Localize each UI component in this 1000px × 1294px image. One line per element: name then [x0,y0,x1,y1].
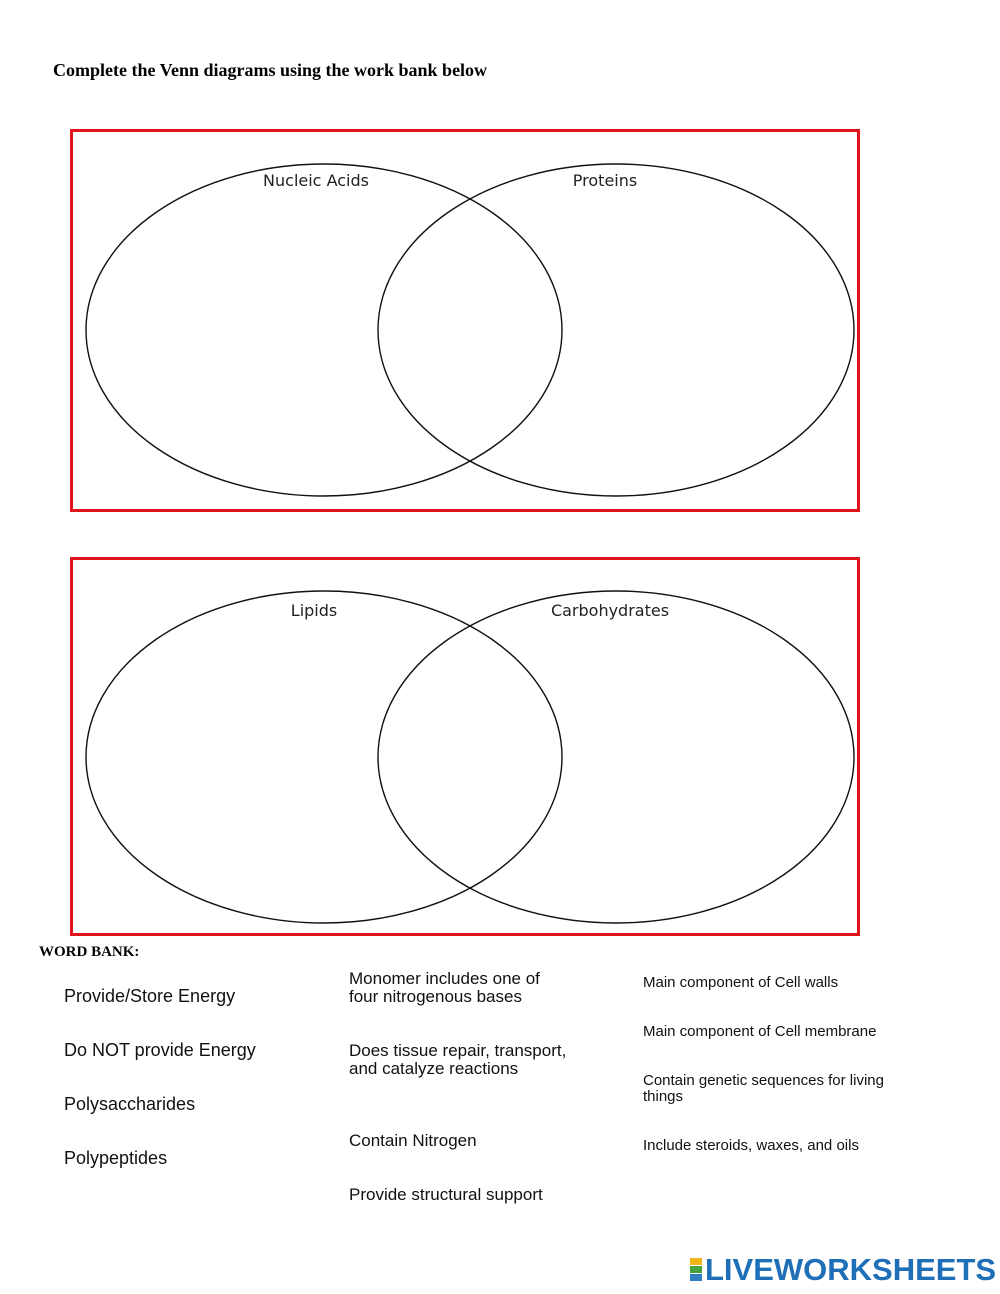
word-bank-term[interactable]: Monomer includes one of four nitrogenous bases [349,969,540,1006]
venn-right-circle [378,591,854,923]
logo-text: LIVEWORKSHEETS [705,1252,997,1287]
liveworksheets-logo [690,1253,996,1287]
venn-right-label: Carbohydrates [550,601,670,620]
word-bank-term[interactable]: Contain Nitrogen [349,1131,477,1150]
venn-right-circle [378,164,854,496]
venn-circles [73,132,863,515]
venn-circles [73,560,863,939]
venn-diagram-2 [70,557,860,936]
instructions-heading: Complete the Venn diagrams using the work bank below [53,60,488,80]
venn-left-circle [86,164,562,496]
word-bank-term[interactable]: Polysaccharides [64,1094,196,1114]
word-bank-term[interactable]: Do NOT provide Energy [64,1040,256,1060]
word-bank-term[interactable]: Include steroids, waxes, and oils [643,1137,859,1154]
word-bank-title: WORD BANK: [39,944,140,960]
word-bank-term[interactable]: Provide structural support [349,1185,543,1204]
venn-left-circle [86,591,562,923]
venn-diagram-1 [70,129,860,512]
logo-mark-icon [690,1258,702,1282]
venn-left-label: Lipids [290,601,338,620]
word-bank-term[interactable]: Main component of Cell walls [643,974,839,991]
word-bank-term[interactable]: Does tissue repair, transport, and catalyze reactions [349,1041,567,1078]
word-bank-term[interactable]: Polypeptides [64,1148,168,1168]
word-bank-term[interactable]: Main component of Cell membrane [643,1023,877,1040]
word-bank-term[interactable]: Contain genetic sequences for living things [643,1072,884,1105]
word-bank-term[interactable]: Provide/Store Energy [64,986,236,1006]
venn-left-label: Nucleic Acids [263,171,369,190]
venn-right-label: Proteins [572,171,638,190]
